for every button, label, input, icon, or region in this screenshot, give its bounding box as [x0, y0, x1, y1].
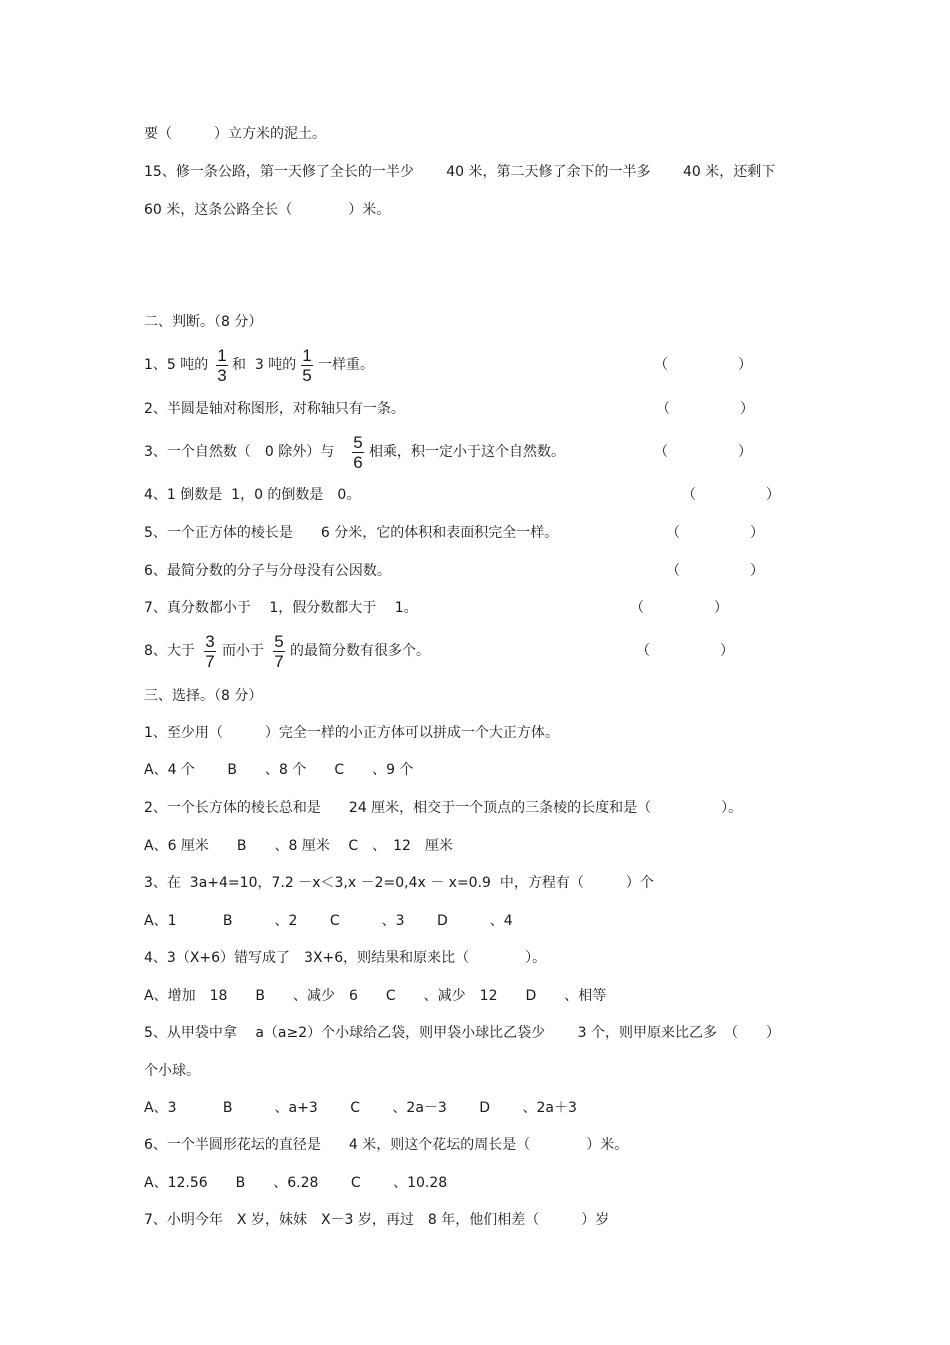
judge-6-text: 6、最简分数的分子与分母没有公因数。	[144, 563, 391, 579]
choice-4-options: A、增加 18 B 、减少 6 C 、减少 12 D 、相等	[144, 988, 607, 1004]
choice-heading: 三、选择。（8 分）	[144, 688, 263, 704]
judge-8-text-c: 的最简分数有很多个。	[290, 643, 430, 659]
choice-6-options: A、12.56 B 、6.28 C 、10.28	[144, 1175, 448, 1191]
choice-3-question: 3、在 3a+4=10，7.2 －x＜3,x －2=0,4x － x=0.9 中，方程有（ ）个	[144, 875, 654, 891]
judge-3-text-b: 相乘，积一定小于这个自然数。	[369, 444, 565, 460]
choice-5-options: A、3 B 、a+3 C 、2a－3 D 、2a＋3	[144, 1100, 577, 1116]
answer-parentheses: （ ）	[666, 563, 764, 579]
q15-line-2: 60 米，这条公路全长（ ）米。	[144, 202, 391, 218]
judge-2-text: 2、半圆是轴对称图形，对称轴只有一条。	[144, 401, 405, 417]
judge-heading: 二、判断。（8 分）	[144, 314, 263, 330]
answer-parentheses: （ ）	[682, 487, 780, 503]
fraction: 1 5	[302, 346, 312, 385]
answer-parentheses: （ ）	[654, 357, 752, 373]
choice-5-question-cont: 个小球。	[144, 1063, 200, 1079]
q15-line-1: 15、修一条公路，第一天修了全长的一半少 40 米，第二天修了余下的一半多 40 米，还剩下	[144, 164, 776, 180]
fraction: 3 7	[205, 632, 215, 671]
answer-parentheses: （ ）	[654, 444, 752, 460]
judge-8-text-b: 而小于	[222, 643, 264, 659]
choice-3-options: A、1 B 、2 C 、3 D 、4	[144, 913, 513, 929]
judge-4-text: 4、1 倒数是 1，0 的倒数是 0。	[144, 487, 361, 503]
choice-1-options: A、4 个 B 、8 个 C 、9 个	[144, 762, 414, 778]
choice-5-question: 5、从甲袋中拿 a（a≥2）个小球给乙袋，则甲袋小球比乙袋少 3 个，则甲原来比乙多 （ ）	[144, 1025, 780, 1041]
choice-6-question: 6、一个半圆形花坛的直径是 4 米，则这个花坛的周长是（ ）米。	[144, 1137, 629, 1153]
answer-parentheses: （ ）	[666, 525, 764, 541]
choice-2-options: A、6 厘米 B 、8 厘米 C 、 12 厘米	[144, 838, 453, 854]
choice-2-question: 2、一个长方体的棱长总和是 24 厘米，相交于一个顶点的三条棱的长度和是（ ）。	[144, 800, 743, 816]
judge-1-text-a: 1、5 吨的	[144, 357, 209, 373]
answer-parentheses: （ ）	[656, 401, 754, 417]
judge-1-text-c: 一样重。	[318, 357, 374, 373]
judge-1-text-b: 和 3 吨的	[232, 357, 297, 373]
judge-7-text: 7、真分数都小于 1，假分数都大于 1。	[144, 600, 418, 616]
judge-8-text-a: 8、大于	[144, 643, 195, 659]
carry-over-line: 要（ ）立方米的泥土。	[144, 126, 326, 142]
judge-5-text: 5、一个正方体的棱长是 6 分米，它的体积和表面积完全一样。	[144, 525, 559, 541]
answer-parentheses: （ ）	[630, 600, 728, 616]
choice-4-question: 4、3（X+6）错写成了 3X+6，则结果和原来比（ ）。	[144, 950, 547, 966]
judge-3-text-a: 3、一个自然数（ 0 除外）与	[144, 444, 335, 460]
answer-parentheses: （ ）	[636, 643, 734, 659]
choice-7-question: 7、小明今年 X 岁，妹妹 X－3 岁，再过 8 年，他们相差（ ）岁	[144, 1212, 610, 1228]
choice-1-question: 1、至少用（ ）完全一样的小正方体可以拼成一个大正方体。	[144, 725, 559, 741]
fraction: 1 3	[217, 346, 227, 385]
fraction: 5 6	[353, 433, 363, 472]
fraction: 5 7	[274, 632, 284, 671]
